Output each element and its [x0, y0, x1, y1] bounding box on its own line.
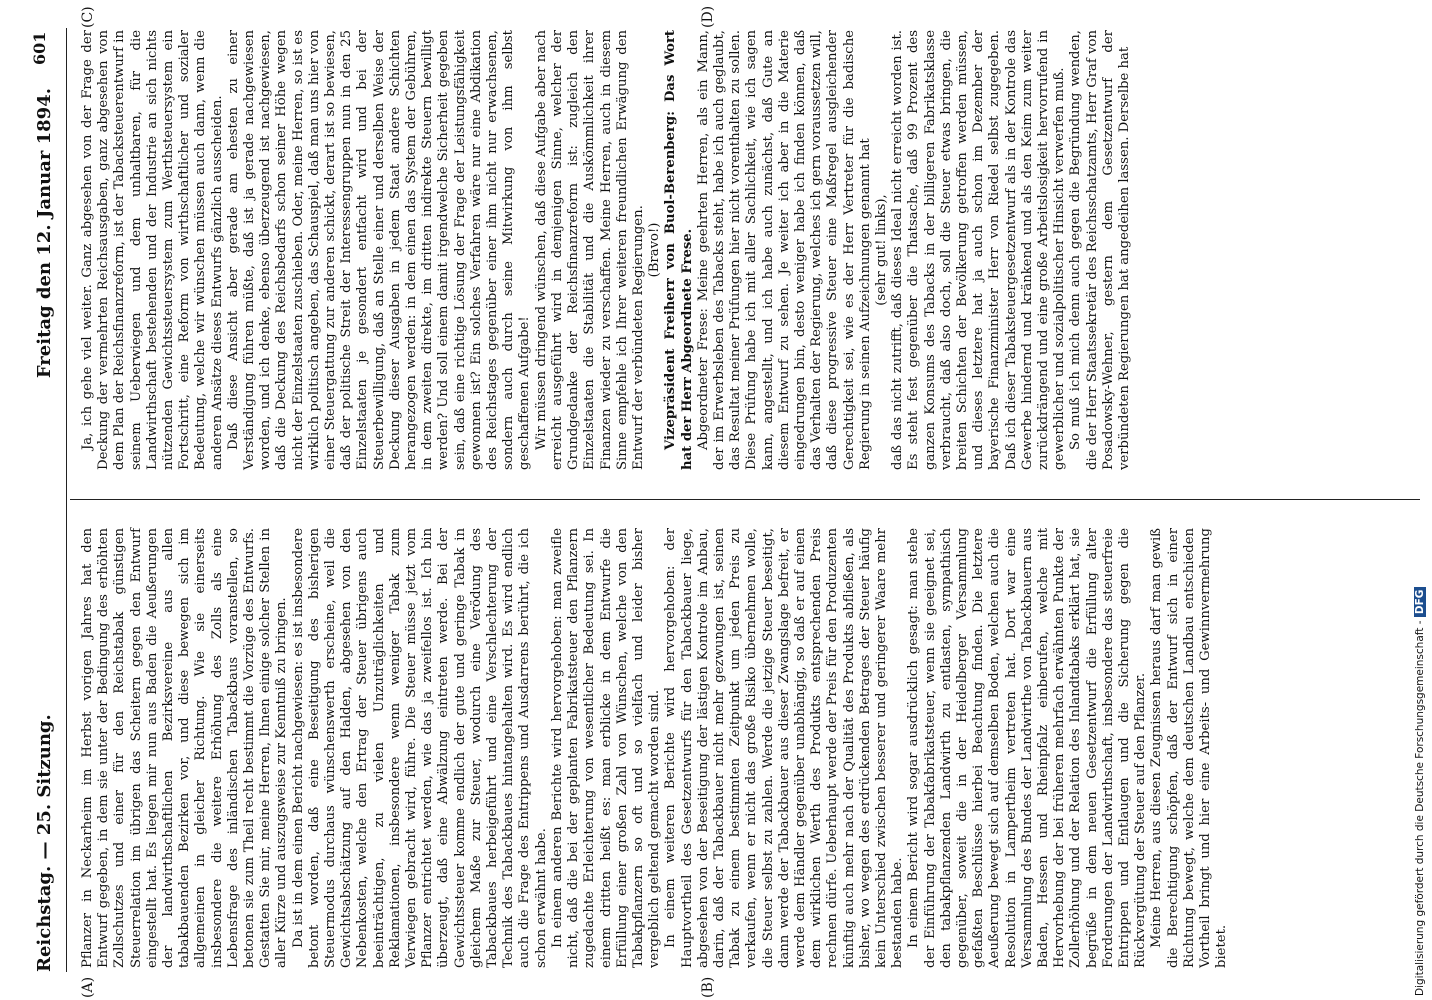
paragraph: Abgeordneter Frese: Meine geehrten Herren, als ein Mann, der im Erwerbsleben des Tabacks steht, habe ich auch geglaubt, das Resultat meiner Prüfungen hier nicht vorenthalten zu sollen. Diese Prüfung habe ich mit aller Sachlichkeit, wie ich sagen kann, angestellt, und ich habe auch zunächst, daß Gute an diesem Entwurf zu sehen. Je weiter ich aber in die Materie eingedrungen bin, desto weniger habe ich finden können, daß das Verhalten der Regierung, welches ich gern voraussetzen will, daß diese progressive Steuer eine Maßregel ausgleichender Gerechtigkeit sei, wie es der Herr Vertreter für die badische Regierung in seinen Aufzeichnungen genannt hat [695, 30, 873, 470]
applause-note: (Bravo!) [647, 222, 663, 278]
column-divider [70, 499, 1420, 500]
page-number: 601 [30, 31, 49, 65]
marker-d: (D) [700, 5, 716, 28]
paragraph: So muß ich mich denn auch gegen die Begründung wenden, die der Herr Staatssekretär des Reichsschatzamts, Herr Graf von Posadowsky-Wehner, gestern dem Gesetzentwurf der verbündeten Regierungen hat angedeihen lassen. Derselbe hat [1068, 30, 1132, 470]
dfg-credit-text: Digitalisierung gefördert durch die Deutsche Forschungsgemeinschaft - [1414, 620, 1426, 996]
paragraph: daß das nicht zutrifft, daß dieses Ideal nicht erreicht worden ist. Es steht fest gegenüber die Thatsache, daß 99 Prozent des ganzen Konsums des Tabacks in der billigeren Fabrikatsklasse verbraucht, daß also doch, soll die Steuer etwas bringen, die breiten Schichten der Bevölkerung getroffen werden müssen, und dieses letztere hat ja auch schon im Dezember der bayerische Finanzminister Herr von Riedel selbst zugegeben. Daß ich dieser Tabaksteuergesetzentwurf als in der Kontrole das Gewerbe hindernd und kränkend und als den Keim zum weiter zurückdrängend und eine große Arbeitslosigkeit hervorrufend in gewerblicher und sozialpolitischer Hinsicht verwerfen muß. [890, 30, 1068, 470]
header-right: Freitag den 12. Januar 1894. [34, 88, 55, 379]
paragraph: Pflanzer in Neckarheim im Herbst vorigen Jahres hat den Entwurf gegeben, in dem sie unter der Bedingung des erhöhten Zollschutzes und einer für den Reichstabak günstigen Steuerrelation im übrigen das Scheitern gegen den Entwurf eingestellt hat. Es liegen mir nun aus Baden die Aeußerungen der landwirthschaftlichen Bezirksvereine aus allen tabakbauenden Bezirken vor, und diese bewegen sich im allgemeinen in gleicher Richtung. Wie sie einerseits insbesondere die weitere Erhöhung des Zolls als eine Lebensfrage des inländischen Tabackbaus voranstellen, so betonen sie zum Theil recht bestimmt die Vorzüge des Entwurfs. Gestatten Sie mir, meine Herren, Ihnen einige solcher Stellen in aller Kürze und auszugsweise zur Kenntniß zu bringen. [80, 528, 290, 968]
dfg-credit [1414, 6, 1428, 996]
right-column [80, 30, 1133, 470]
dfg-logo: DFG [1414, 587, 1426, 618]
paragraph: Da ist in dem einen Bericht nachgewiesen: es ist insbesondere betont worden, daß eine Beseitigung des bisherigen Steuermodus durchaus wünschenswerth erscheine, weil die Gewichtsabschätzung auf den Halden, abgesehen von den Nebenkosten, welche den Ertrag der Steuer übrigens auch beeinträchtigen, zu vielen Unzuträglichkeiten und Reklamationen, insbesondere wenn weniger Tabak zum Verwiegen gebracht wird, führe. Die Steuer müsse jetzt vom Pflanzer entrichtet werden, wie das ja zweifellos ist. Ich bin überzeugt, daß eine Abwälzung eintreten werde. Bei der Gewichtssteuer komme endlich der gute und geringe Tabak in gleichem Maße zur Steuer, wodurch eine Verödung des Tabackbaues herbeigeführt und eine Verschlechterung der Technik des Tabackbaues hintangehalten wird. Es wird endlich auch die Frage des Entrippens und Ausdarrens berührt, die ich schon erwähnt habe. [290, 528, 549, 968]
marker-b: (B) [700, 976, 716, 998]
paragraph: In einem anderen Berichte wird hervorgehoben: man zweifle nicht, daß die bei der geplanten Fabrikatsteuer den Pflanzern zugedachte Erleichterung von wesentlicher Bedeutung sei. In einem dritten heißt es: man erblicke in dem Entwurfe die Erfüllung einer großen Zahl von Wünschen, welche von den Tabakpflanzern so oft und so vielfach und leider bisher vergeblich geltend gemacht worden sind. [549, 528, 663, 968]
left-column [80, 528, 1230, 968]
header-left: Reichstag. — 25. Sitzung. [34, 714, 55, 972]
paragraph: Daß diese Ansicht aber gerade am ehesten zu einer Verständigung führen müßte, daß ist ja gerade nachgewiesen worden, und ich denke, ebenso überzeugend ist nachgewiesen, daß die Deckung des Reichsbedarfs schon seiner Höhe wegen nicht der Einzelstaaten zuschieben. Oder, meine Herren, so ist es wirklich politisch angeben, das Schauspiel, daß man uns hier von einer Steuergattung zur anderen schickt, derart ist so bewiesen, daß der politische Streit der Interessengruppen nun in den 25 Einzelstaaten je gesondert entfacht wird und bei der Steuerbewilligung, daß an Stelle einer und derselben Weise der Deckung dieser Ausgaben in jedem Staat andere Schichten herangezogen werden: in dem einen das System der Gebühren, in dem zweiten direkte, im dritten indirekte Steuern bewilligt werden? Und soll einem damit irgendwelche Sicherheit gegeben sein, daß eine richtige Lösung der Frage der Leistungsfähigkeit gewonnen ist? Ein solches Verfahren wäre nur eine Abdikation des Reichstages gegenüber einer ihm nicht nur erwachsenen, sondern auch durch seine Mitwirkung von ihm selbst geschaffenen Aufgabe! [225, 30, 533, 470]
marker-c: (C) [80, 6, 96, 28]
interjection-note: (sehr gut! links), [873, 194, 889, 306]
paragraph: In einem Bericht wird sogar ausdrücklich gesagt: man stehe der Einführung der Tabakfabrikatsteuer, wenn sie geeignet sei, den tabakpflanzenden Landwirth zu entlasten, sympathisch gegenüber, soweit die in der Heidelberger Versammlung gefaßten Beschlüsse hierbei Beachtung finden. Die letztere Aeußerung bewegt sich auf demselben Boden, welchen auch die Resolution in Lampertheim vertreten hat. Dort war eine Versammlung des Bundes der Landwirthe von Tabackbauern aus Baden, Hessen und Rheinpfalz einberufen, welche mit Hervorhebung der bei früheren mehrfach erwähnten Punkte der Zollerhöhung und der Relation des Inlandtabaks erklärt hat, sie begrüße in dem neuen Gesetzentwurf die Erfüllung alter Forderungen der Landwirthschaft, insbesondere das steuerfreie Entrippen und Entlaugen und die Sicherung gegen die Rückvergütung der Steuer auf den Pflanzer. [906, 528, 1149, 968]
paragraph: Wir müssen dringend wünschen, daß diese Aufgabe aber nach erreicht ausgeführt wird in demjenigen Sinne, welcher der Grundgedanke der Reichsfinanzreform ist: zugleich den Einzelstaaten die Stabilität und die Auskömmlichkeit ihrer Finanzen wieder zu verschaffen. Meine Herren, auch in diesem Sinne empfehle ich Ihrer weiteren freundlichen Erwägung den Entwurf der verbündeten Regierungen. [533, 30, 646, 470]
header-rule [66, 28, 67, 972]
speaker-announcement: Vizepräsident Freiherr von Buol-Berenberg: Das Wort hat der Herr Abgeordnete Frese. [663, 30, 695, 470]
page-header [18, 28, 66, 972]
dfg-sidebar [1414, 6, 1428, 996]
paragraph: In einem weiteren Berichte wird hervorgehoben: der Hauptvortheil des Gesetzentwurfs für den Tabackbauer liege, abgesehen von der Beseitigung der lästigen Kontrole im Anbau, darin, daß der Tabackbauer nicht mehr gezwungen ist, seinen Tabak zu einem bestimmten Zeitpunkt um jeden Preis zu verkaufen, wenn er nicht das große Risiko übernehmen wolle, die Steuer selbst zu zahlen. Werde die jetzige Steuer beseitigt, dann werde der Tabackbauer aus dieser Zwangslage befreit, er werde dem Händler gegenüber unabhängig, so daß er auf einen dem wirklichen Werth des Produkts entsprechenden Preis rechnen dürfe. Ueberhaupt werde der Preis für den Produzenten künftig auch mehr nach der Qualität des Produkts abfließen, als bisher, wo wegen des erdrückenden Betrages der Steuer häufig kein Unterschied zwischen besserer und geringerer Waare mehr bestanden habe. [663, 528, 906, 968]
paragraph: Ja, ich gehe viel weiter. Ganz abgesehen von der Frage der Deckung der vermehrten Reichsausgaben, ganz abgesehen von dem Plan der Reichsfinanzreform, ist der Tabacksteuerentwurf in seinem Ueberwiegen und dem unhaltbaren, für die Landwirthschaft bestehenden und der Industrie an sich nichts nützenden Gewichtssteuersystem zum Werthsteuersystem ein Fortschritt, eine Reform von wirthschaftlicher und sozialer Bedeutung, welche wir wünschen müssen auch dann, wenn die anderen Ansätze dieses Entwurfs gänzlich ausscheiden. [80, 30, 225, 470]
paragraph: Meine Herren, aus diesen Zeugnissen heraus darf man gewiß die Berechtigung schöpfen, daß der Entwurf sich in einer Richtung bewegt, welche dem deutschen Landbau entschieden Vortheil bringt und hier eine Arbeits- und Gewinnvermehrung bietet. [1149, 528, 1230, 968]
marker-a: (A) [80, 976, 96, 998]
